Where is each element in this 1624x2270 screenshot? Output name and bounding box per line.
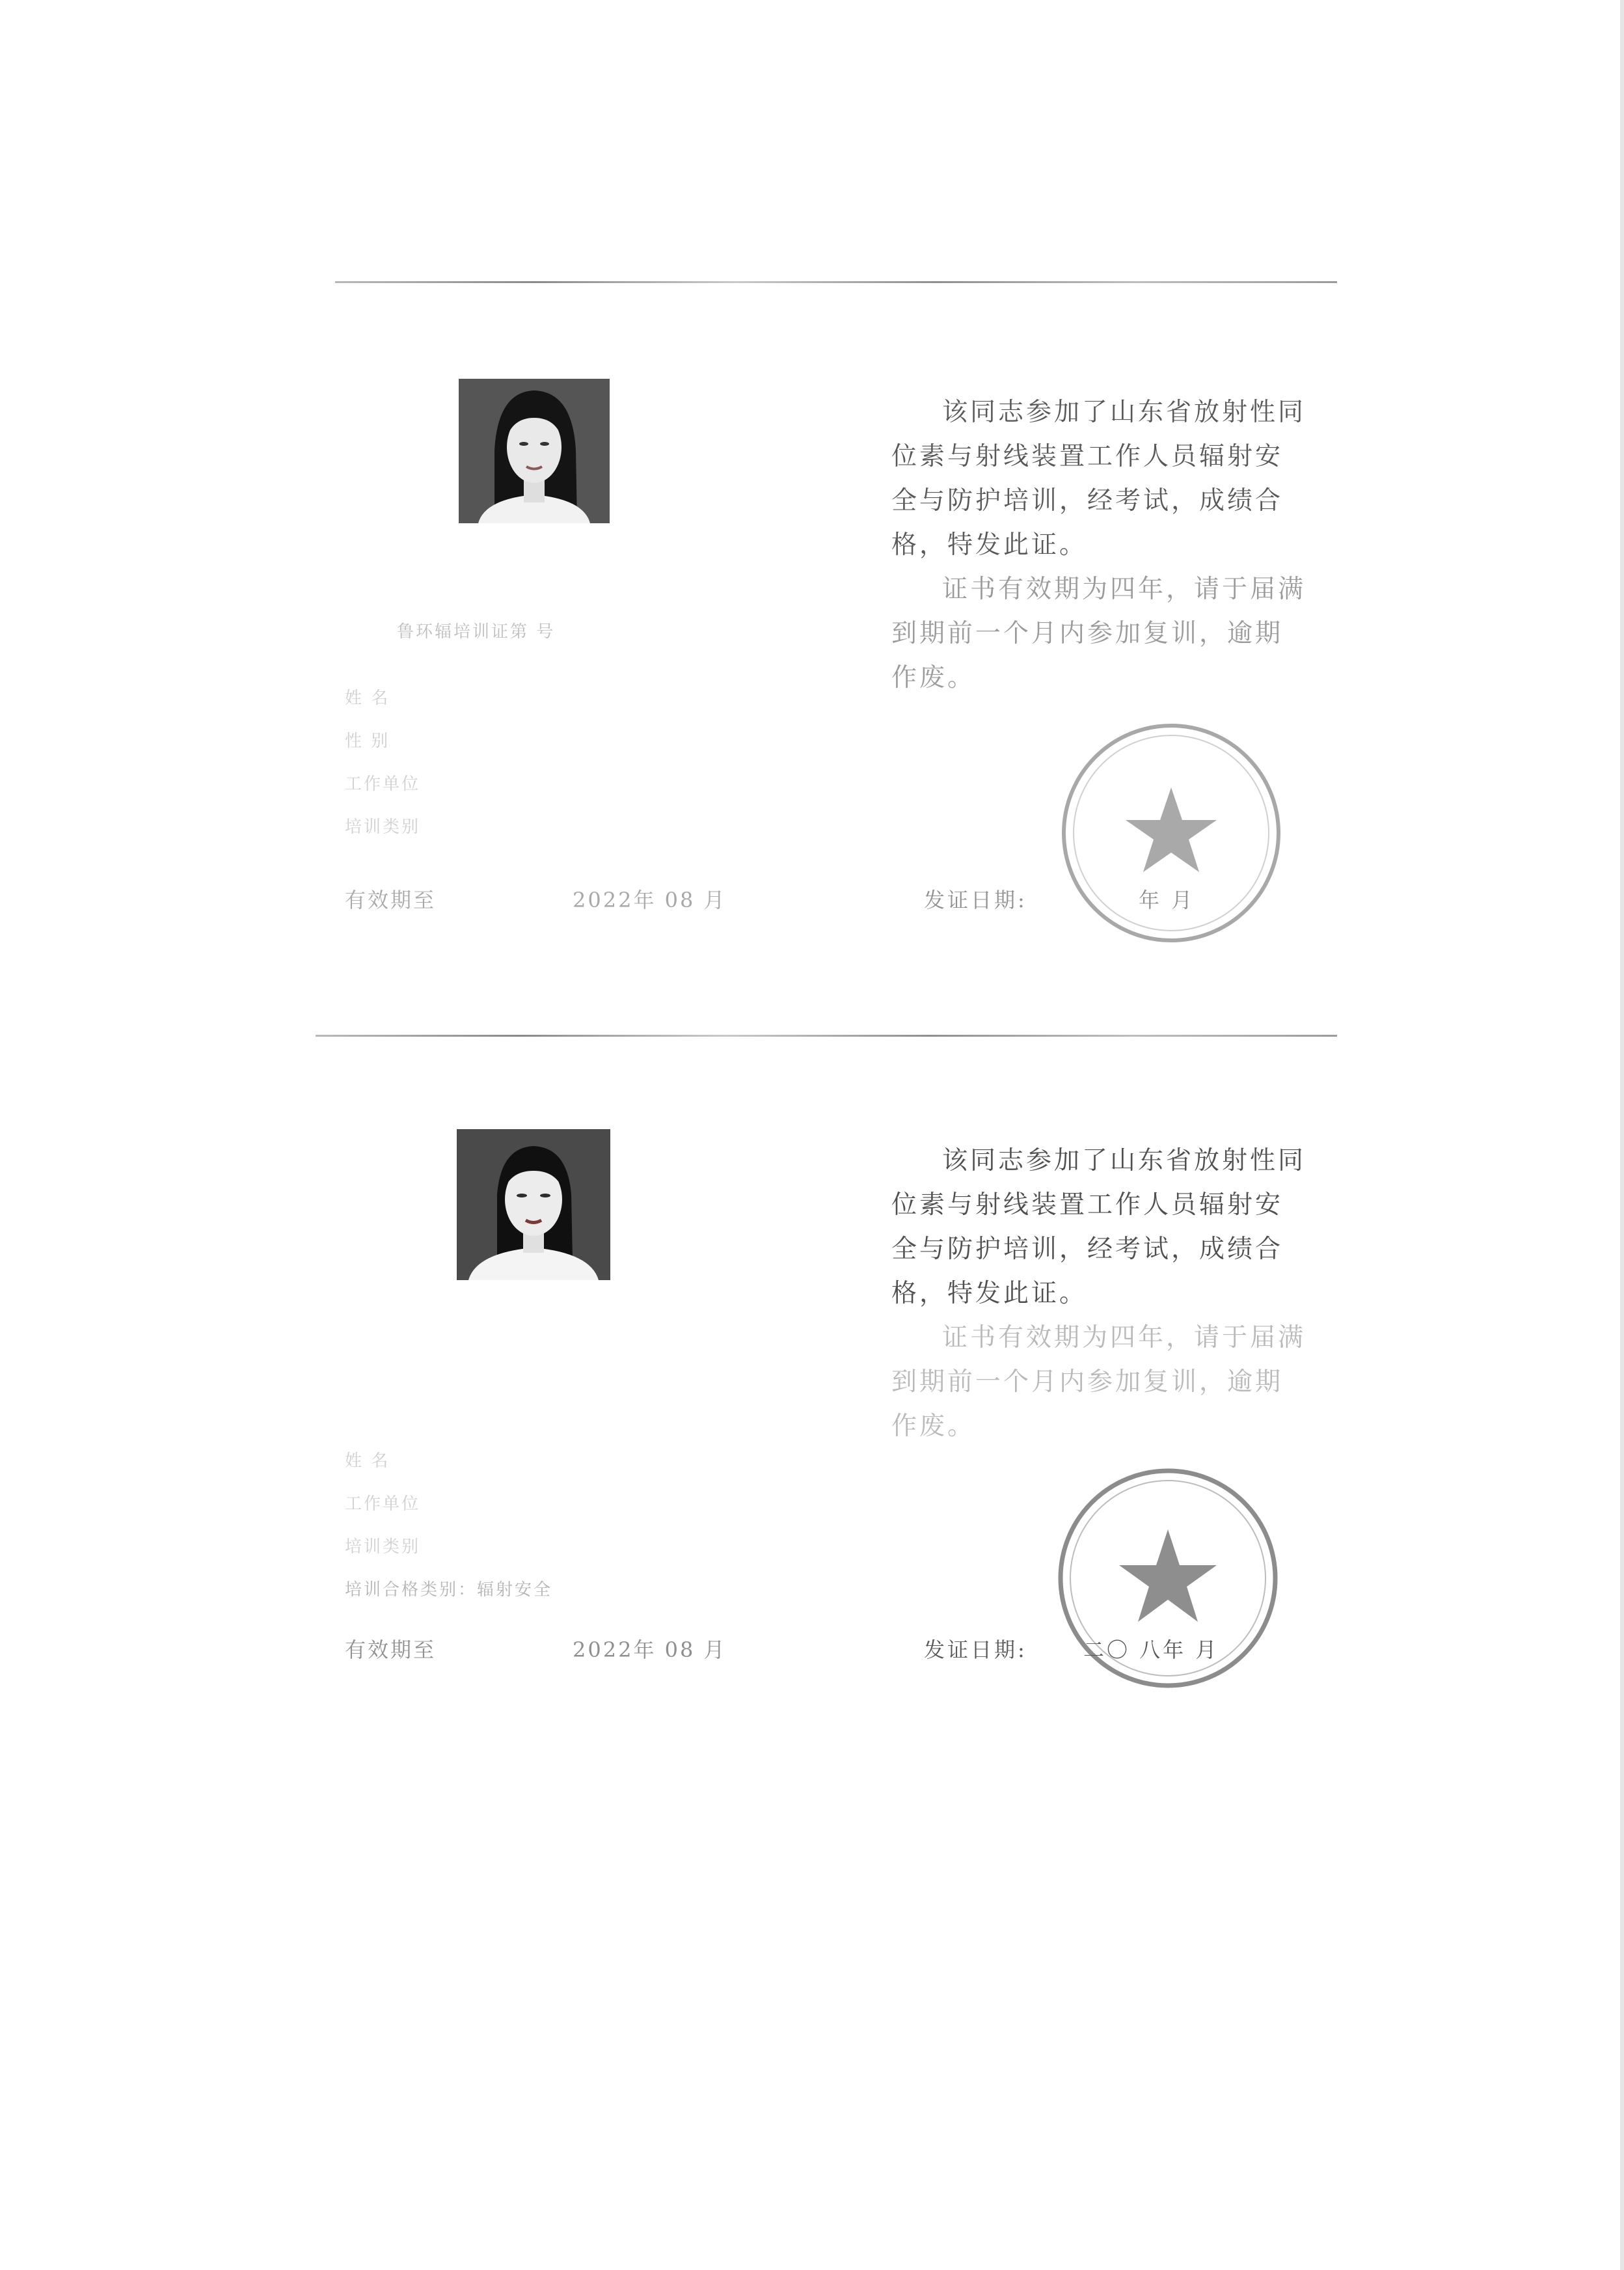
- issue-date-row: [924, 884, 1195, 914]
- info-line: 工作单位: [345, 1494, 421, 1514]
- certificate-statement: [891, 1139, 1308, 1449]
- certificate-card-2: [306, 1041, 1340, 1725]
- cut-line-middle: [316, 1035, 1337, 1037]
- issue-date: 二〇 八年 月: [1083, 1637, 1219, 1662]
- statement-paragraph: 证书有效期为四年，请于届满到期前一个月内参加复训，逾期作废。: [891, 1323, 1306, 1441]
- info-line: 工作单位: [345, 774, 421, 794]
- page-edge: [1620, 0, 1624, 2270]
- valid-label: 有效期至: [345, 888, 437, 912]
- certificate-card-1: [306, 286, 1340, 970]
- statement-paragraph: 该同志参加了山东省放射性同位素与射线装置工作人员辐射安全与防护培训，经考试，成绩合格，特发此证。: [891, 398, 1306, 560]
- info-line: 培训类别: [345, 1537, 421, 1557]
- holder-info: [345, 677, 800, 849]
- issue-label: 发证日期:: [924, 1637, 1027, 1662]
- cut-line-top: [335, 281, 1337, 283]
- valid-label: 有效期至: [345, 1637, 437, 1662]
- info-line: 性 别: [345, 732, 390, 751]
- portrait-photo: [459, 379, 610, 523]
- issue-date-row: [924, 1634, 1219, 1663]
- issue-label: 发证日期:: [924, 888, 1027, 912]
- validity-row: [345, 1634, 727, 1663]
- certificate-statement: [891, 390, 1308, 700]
- statement-paragraph: 证书有效期为四年，请于届满到期前一个月内参加复训，逾期作废。: [891, 575, 1306, 692]
- holder-info: [345, 1440, 800, 1611]
- info-line: 姓 名: [345, 689, 390, 708]
- validity-row: [345, 884, 727, 914]
- portrait-photo: [457, 1129, 610, 1280]
- info-line: 培训类别: [345, 817, 421, 837]
- info-line: 姓 名: [345, 1451, 390, 1471]
- certificate-number: 鲁环辐培训证第 号: [397, 622, 556, 642]
- statement-paragraph: 该同志参加了山东省放射性同位素与射线装置工作人员辐射安全与防护培训，经考试，成绩合格，特发此证。: [891, 1146, 1306, 1308]
- valid-date: 2022年 08 月: [573, 888, 727, 912]
- issue-date: 年 月: [1139, 888, 1195, 912]
- valid-date: 2022年 08 月: [573, 1637, 727, 1662]
- info-line: 培训合格类别：辐射安全: [345, 1580, 553, 1600]
